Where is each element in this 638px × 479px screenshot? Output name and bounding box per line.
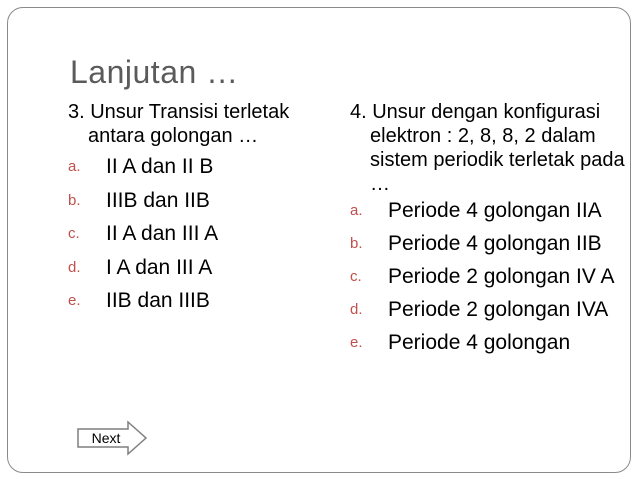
next-button-label: Next [91,430,121,446]
question-4 [350,100,630,363]
option-text: I A dan III A [106,255,213,279]
option-letter: c. [68,225,80,242]
question-4-option-a [350,198,630,223]
question-4-text: 4. Unsur dengan konfigurasi elektron : 2, 8, 8, 2 dalam sistem periodik terletak pada … [350,101,625,195]
option-text: IIB dan IIIB [106,289,210,312]
option-letter: e. [350,334,363,351]
question-3-option-e [68,284,328,318]
option-text: II A dan III A [106,222,219,245]
option-text: Periode 4 golongan [388,331,571,354]
option-text: Periode 2 golongan IVA [388,298,609,321]
option-text: Periode 4 golongan IIA [388,199,602,222]
question-3-option-b [68,184,328,218]
option-letter: b. [350,235,363,252]
slide-title: Lanjutan … [70,54,239,90]
option-text: Periode 4 golongan IIB [388,232,602,255]
option-letter: d. [68,258,81,276]
option-letter: e. [68,292,81,309]
option-letter: c. [350,268,362,285]
option-letter: b. [68,191,81,209]
option-letter: a. [350,202,363,219]
question-3-options [68,150,328,318]
option-text: II A dan II B [106,155,214,178]
option-letter: d. [350,301,363,318]
question-3 [68,100,328,318]
option-letter: a. [68,158,81,175]
next-button[interactable] [76,420,148,456]
question-4-options [350,198,630,355]
option-text: IIIB dan IIB [106,188,210,212]
question-4-option-c [350,264,630,289]
option-text: Periode 2 golongan IV A [388,265,615,288]
question-3-option-c [68,217,328,251]
question-3-text: 3. Unsur Transisi terletak antara golongan … [68,101,290,147]
question-3-option-d [68,251,328,285]
question-4-option-e [350,330,630,355]
question-4-option-d [350,297,630,322]
question-4-option-b [350,231,630,256]
question-3-option-a [68,150,328,184]
